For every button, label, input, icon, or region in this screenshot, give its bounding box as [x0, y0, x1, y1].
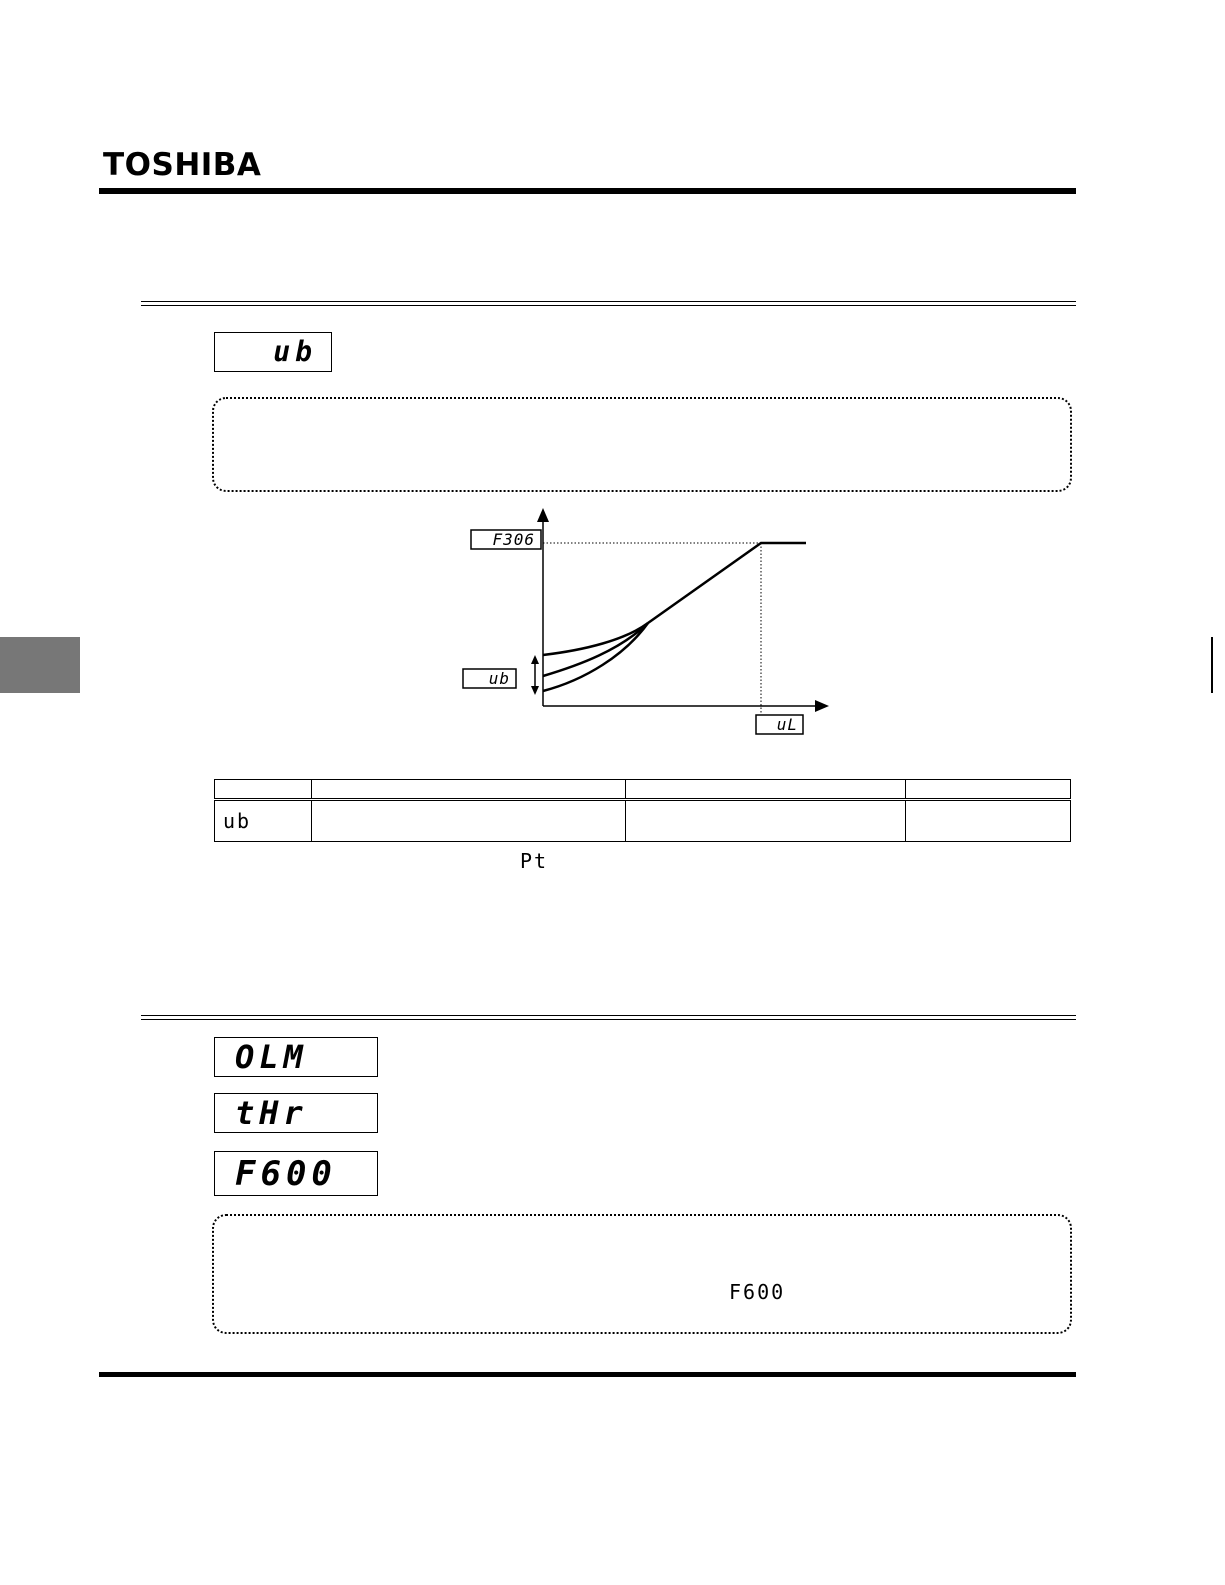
note-box-2 — [212, 1214, 1072, 1334]
parameter-display-thr — [214, 1093, 378, 1133]
parameter-display-f600 — [214, 1151, 378, 1196]
brand-logo: TOSHIBA — [103, 147, 262, 183]
table-header-cell — [215, 780, 312, 800]
parameter-display-olm — [214, 1037, 378, 1077]
section-2-rule — [141, 1015, 1076, 1020]
note-code-pt: Pt — [520, 849, 549, 873]
chapter-tab — [0, 637, 80, 693]
parameter-code: F600 — [235, 1153, 337, 1194]
parameter-table — [214, 779, 1071, 842]
table-cell — [626, 800, 906, 842]
y-axis-arrow — [537, 508, 549, 522]
footer-rule — [99, 1372, 1076, 1377]
table-row — [215, 800, 1071, 842]
parameter-code: tHr — [235, 1094, 308, 1132]
boost-curve-high — [543, 623, 648, 655]
table-cell — [312, 800, 626, 842]
boost-range-arrow-down — [531, 686, 539, 695]
parameter-code: ub — [273, 335, 317, 368]
table-cell — [906, 800, 1071, 842]
f306-label: F306 — [492, 530, 535, 549]
table-header-cell — [626, 780, 906, 800]
page-edge-mark — [1211, 637, 1213, 693]
ul-label: uL — [776, 715, 798, 734]
vf-line — [648, 543, 806, 623]
ub-label: ub — [488, 669, 510, 688]
table-cell-code: ub — [215, 800, 312, 842]
note-code-f600: F600 — [729, 1280, 786, 1304]
table-header-row — [215, 780, 1071, 800]
parameter-code: OLM — [235, 1038, 308, 1076]
x-axis-arrow — [815, 700, 829, 712]
boost-range-arrow-up — [531, 655, 539, 664]
table-header-cell — [906, 780, 1071, 800]
table-header-cell — [312, 780, 626, 800]
